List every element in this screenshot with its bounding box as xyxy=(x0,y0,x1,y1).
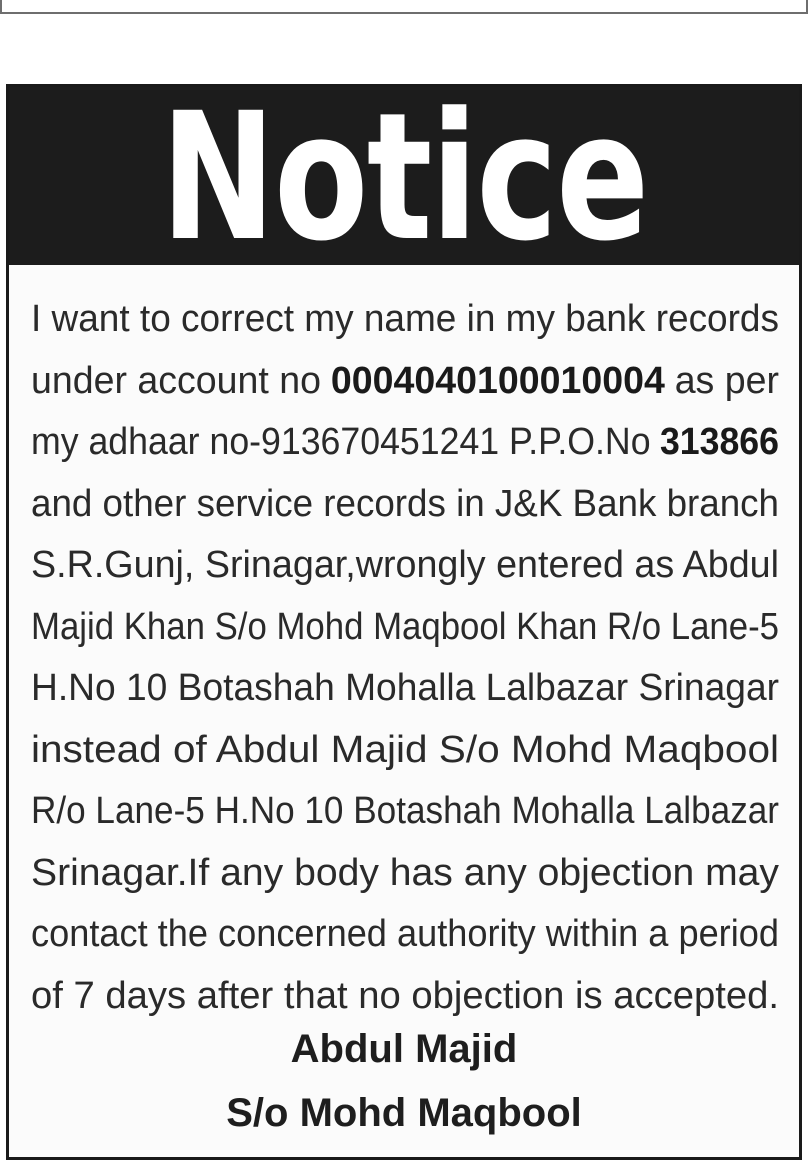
line-text: instead of Abdul Majid S/o Mohd Maqbool xyxy=(31,728,779,771)
notice-line-6 xyxy=(31,597,779,659)
line-text: I want to correct my name in my bank records xyxy=(31,298,779,340)
notice-line-3 xyxy=(31,412,779,474)
line-text: S.R.Gunj, Srinagar,wrongly entered as Abdul xyxy=(31,544,779,586)
notice-line-12 xyxy=(31,966,779,1028)
line-text: under account no xyxy=(31,359,322,402)
notice-line-11 xyxy=(31,904,779,966)
notice-line-8 xyxy=(31,720,779,782)
line-text: contact the concerned authority within a period xyxy=(31,913,779,955)
notice-line-2 xyxy=(31,351,779,413)
notice-line-5 xyxy=(31,535,779,597)
account-number: 0004040100010004 xyxy=(330,359,665,402)
line-text: R/o Lane-5 H.No 10 Botashah Mohalla Lalbazar xyxy=(31,790,779,832)
notice-body xyxy=(31,289,779,1027)
line-text: my adhaar no-913670451241 P.P.O.No xyxy=(31,421,651,463)
line-text: of 7 days after that no objection is accepted. xyxy=(31,974,779,1017)
line-text: H.No 10 Botashah Mohalla Lalbazar Srinagar xyxy=(31,667,779,709)
signature-parent: S/o Mohd Maqbool xyxy=(226,1091,582,1135)
notice-box xyxy=(6,75,802,1160)
line-text: Srinagar.If any body has any objection may xyxy=(31,851,779,894)
line-text: and other service records in J&K Bank branch xyxy=(31,482,779,525)
line-text: Majid Khan S/o Mohd Maqbool Khan R/o Lane-5 xyxy=(31,605,779,648)
notice-line-7 xyxy=(31,658,779,720)
notice-title: Notice xyxy=(160,75,648,280)
line-text: as per xyxy=(674,359,779,402)
notice-line-1 xyxy=(31,289,779,351)
notice-line-9 xyxy=(31,781,779,843)
notice-line-4 xyxy=(31,474,779,536)
top-border-rule xyxy=(0,0,808,14)
notice-line-10 xyxy=(31,843,779,905)
ppo-number: 313866 xyxy=(659,421,779,463)
signature-name: Abdul Majid xyxy=(290,1027,518,1071)
notice-header xyxy=(9,75,799,280)
